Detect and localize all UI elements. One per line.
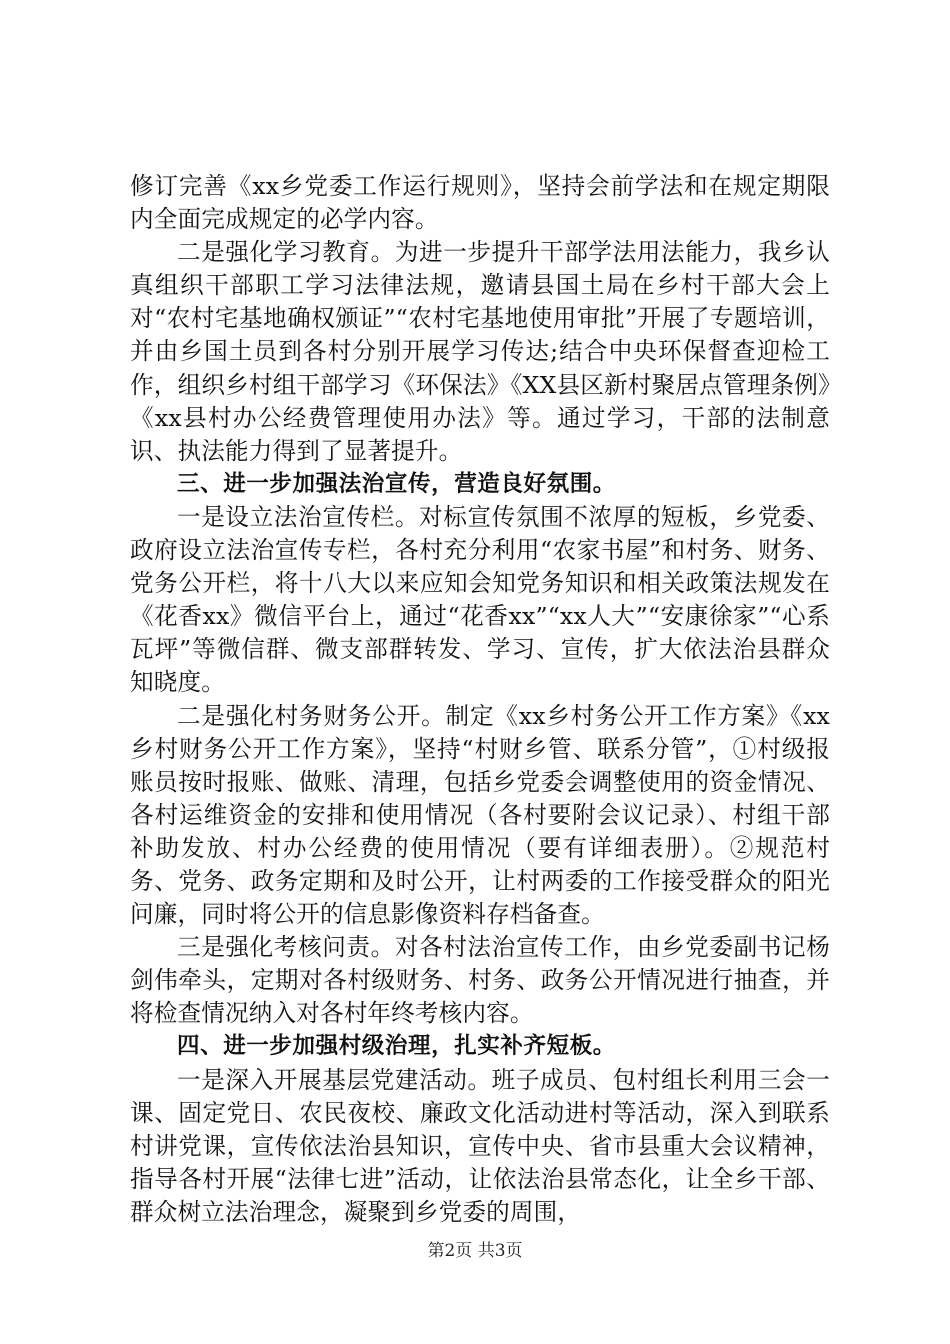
page-number-footer: 第2页 共3页	[427, 1241, 523, 1261]
paragraph-study-education: 二是强化学习教育。为进一步提升干部学法用法能力，我乡认真组织干部职工学习法律法规，邀请县国土局在乡村干部大会上对“农村宅基地确权颁证”“农村宅基地使用审批”开展了专题培训，并由乡国土员到各村分别开展学习传达;结合中央环保督查迎检工作，组织乡村组干部学习《环保法》《XX县区新村聚居点管理条例》《xx县村办公经费管理使用办法》等。通过学习，干部的法制意识、执法能力得到了显著提升。	[130, 238, 830, 465]
document-body	[130, 170, 830, 1229]
section-heading-four: 四、进一步加强村级治理，扎实补齐短板。	[177, 1033, 616, 1060]
paragraph-village-affairs: 二是强化村务财务公开。制定《xx乡村务公开工作方案》《xx乡村财务公开工作方案》，坚持“村财乡管、联系分管”，①村级报账员按时报账、做账、清理，包括乡党委会调整使用的资金情况、各村运维资金的安排和使用情况（各村要附会议记录）、村组干部补助发放、村办公经费的使用情况（要有详细表册）。②规范村务、党务、政务定期和及时公开，让村两委的工作接受群众的阳光问廉，同时将公开的信息影像资料存档备查。	[130, 701, 830, 929]
paragraph-publicity-board: 一是设立法治宣传栏。对标宣传氛围不浓厚的短板，乡党委、政府设立法治宣传专栏，各村充分利用“农家书屋”和村务、财务、党务公开栏，将十八大以来应知会知党务知识和相关政策法规发在《花香xx》微信平台上，通过“花香xx”“xx人大”“安康徐家”“心系瓦坪”等微信群、微支部群转发、学习、宣传，扩大依法治县群众知晓度。	[130, 502, 830, 697]
section-heading-three: 三、进一步加强法治宣传，营造良好氛围。	[177, 470, 616, 497]
paragraph-continuation: 修订完善《xx乡党委工作运行规则》，坚持会前学法和在规定期限内全面完成规定的必学内容。	[130, 172, 830, 234]
paragraph-party-building: 一是深入开展基层党建活动。班子成员、包村组长利用三会一课、固定党日、农民夜校、廉政文化活动进村等活动，深入到联系村讲党课，宣传依法治县知识，宣传中央、省市县重大会议精神，指导各村开展“法律七进”活动，让依法治县常态化，让全乡干部、群众树立法治理念，凝聚到乡党委的周围，	[130, 1065, 830, 1226]
paragraph-assessment: 三是强化考核问责。对各村法治宣传工作，由乡党委副书记杨剑伟牵头，定期对各村级财务、村务、政务公开情况进行抽查，并将检查情况纳入对各村年终考核内容。	[130, 933, 830, 1028]
